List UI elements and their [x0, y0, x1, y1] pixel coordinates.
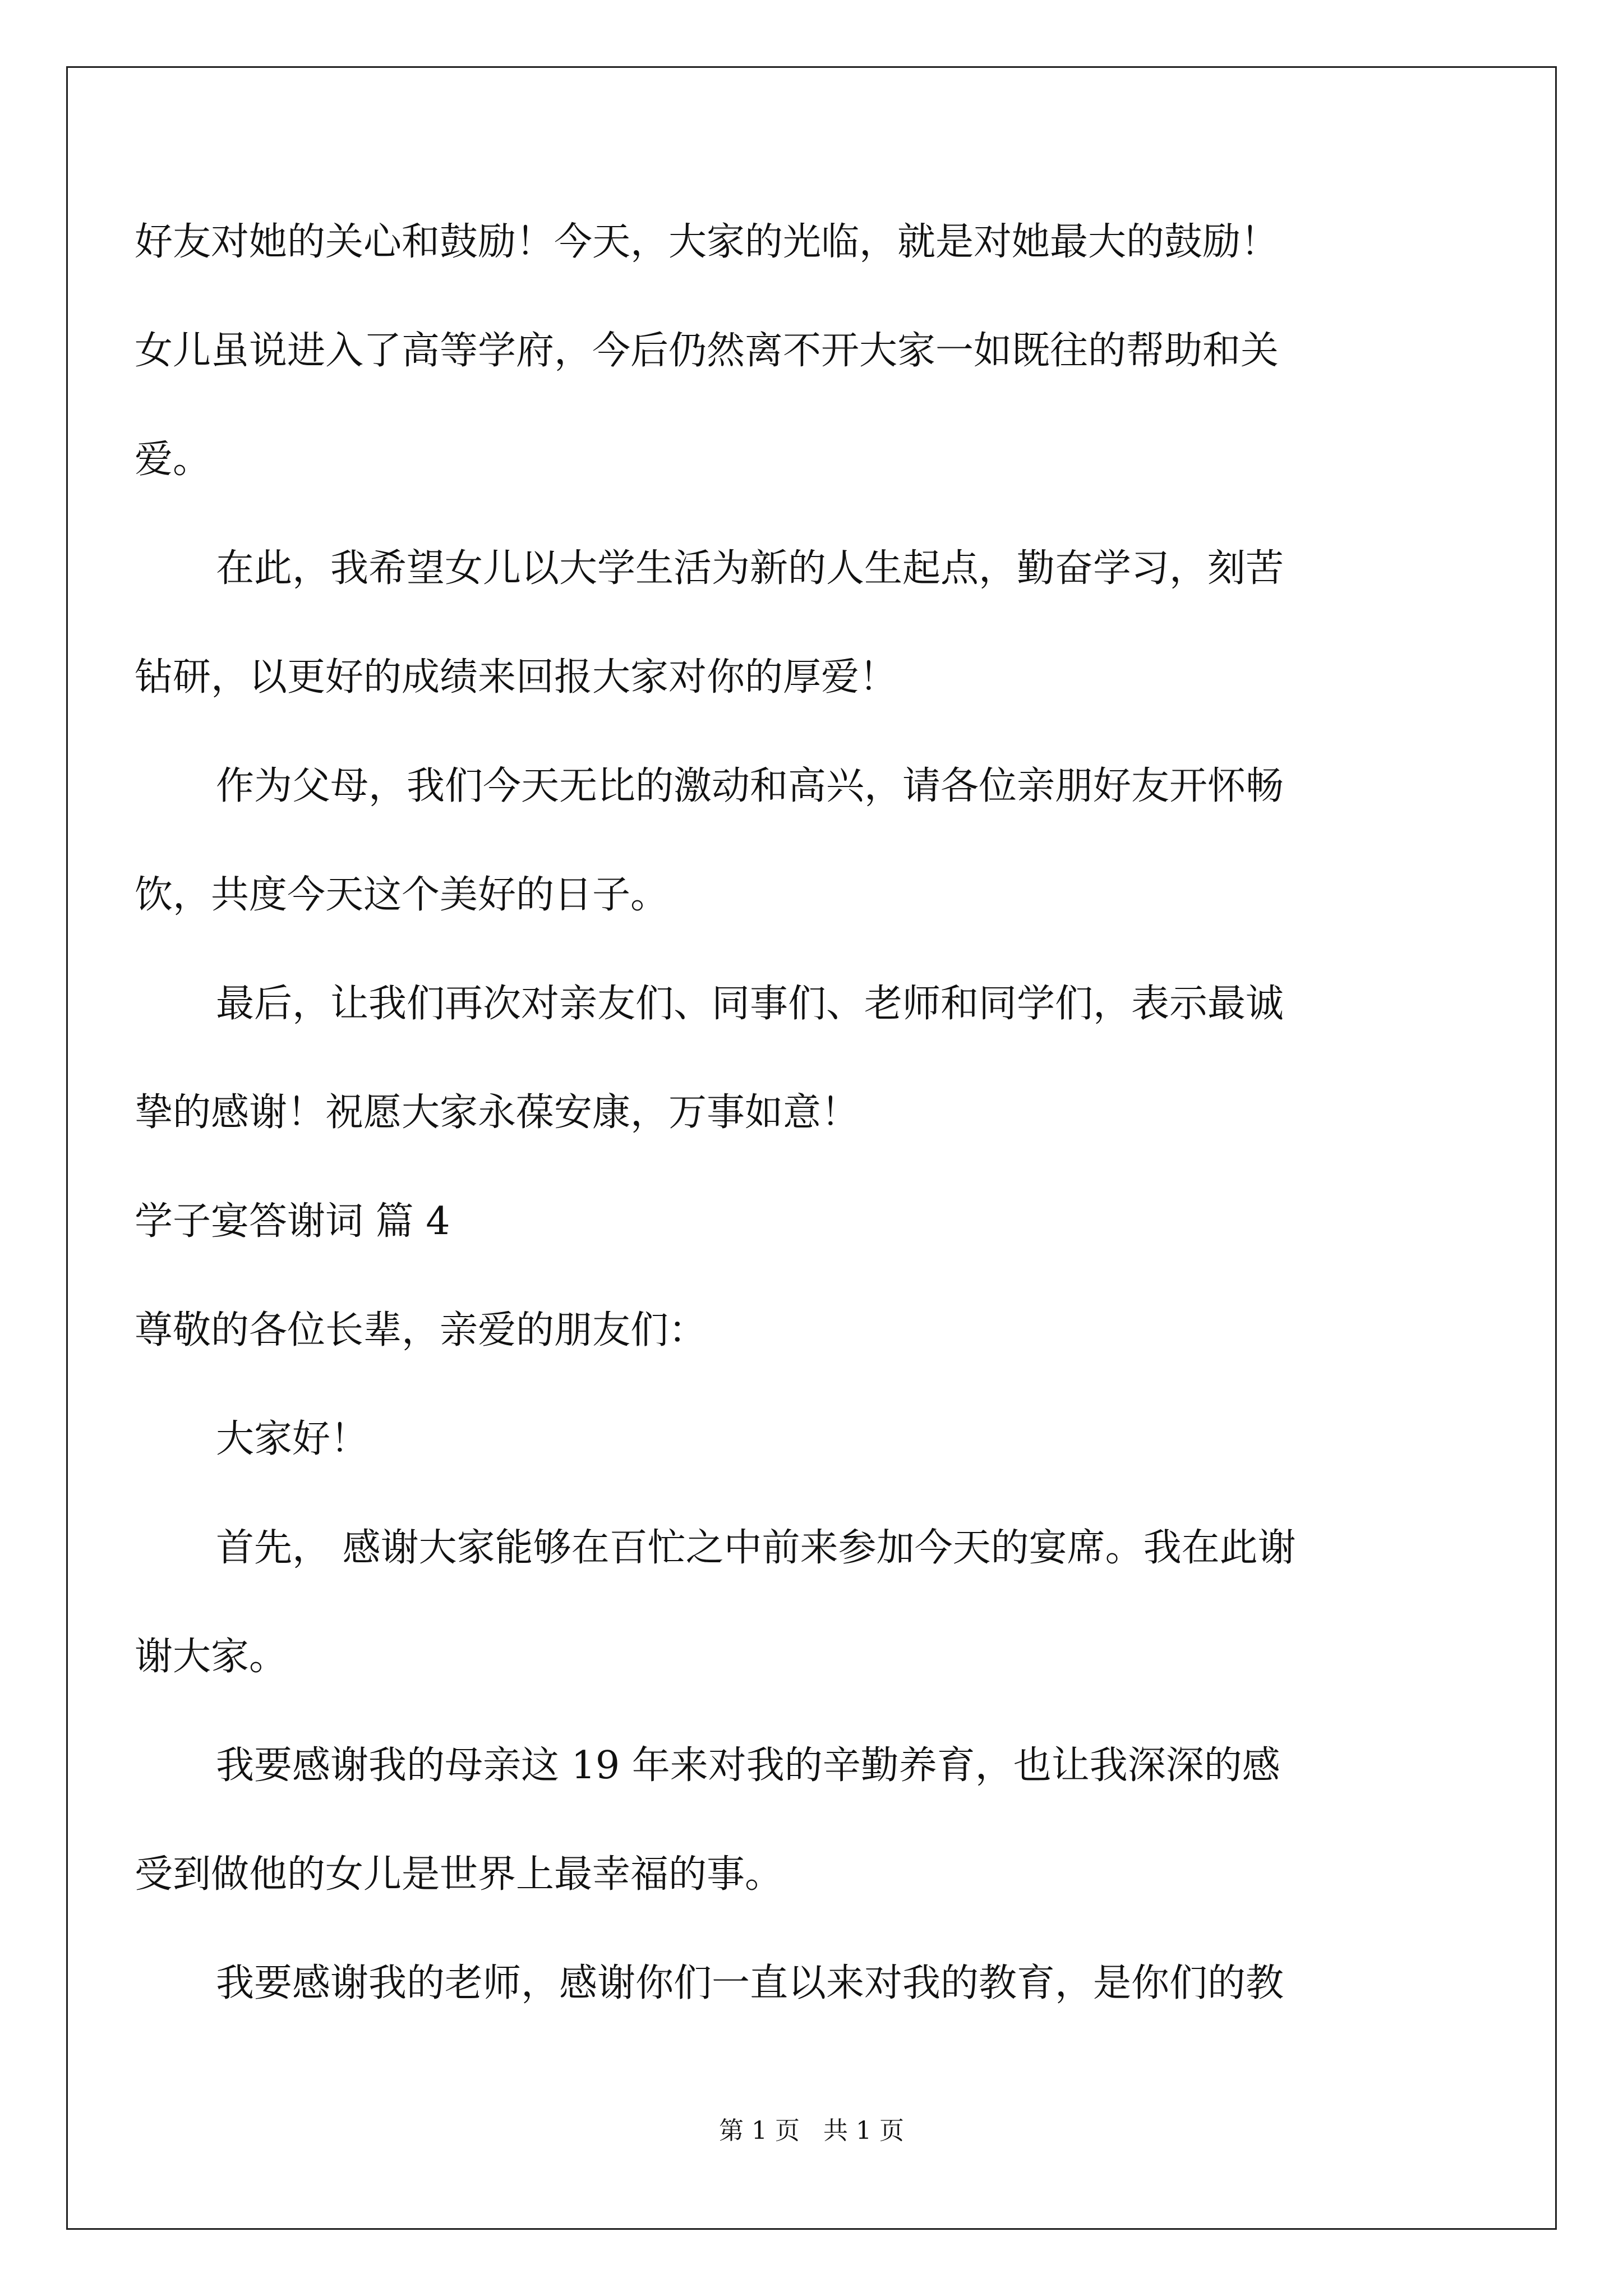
text-line: 作为父母，我们今天无比的激动和高兴，请各位亲朋好友开怀畅	[216, 764, 1284, 808]
text-line: 受到做他的女儿是世界上最幸福的事。	[135, 1852, 783, 1897]
text-line: 挚的感谢！祝愿大家永葆安康，万事如意！	[135, 1091, 860, 1135]
text-line: 最后，让我们再次对亲友们、同事们、老师和同学们，表示最诚	[216, 982, 1284, 1026]
text-line: 谢大家。	[135, 1635, 288, 1679]
text-line: 我要感谢我的老师，感谢你们一直以来对我的教育，是你们的教	[216, 1961, 1284, 2005]
text-line: 好友对她的关心和鼓励！今天，大家的光临，就是对她最大的鼓励！	[135, 220, 1279, 264]
text-line: 饮，共度今天这个美好的日子。	[135, 873, 669, 917]
text-line: 钻研，以更好的成绩来回报大家对你的厚爱！	[135, 655, 898, 700]
text-line: 在此，我希望女儿以大学生活为新的人生起点，勤奋学习，刻苦	[216, 546, 1284, 591]
text-line: 我要感谢我的母亲这 19 年来对我的辛勤养育，也让我深深的感	[216, 1743, 1280, 1788]
greeting: 大家好！	[216, 1417, 369, 1461]
text-line: 女儿虽说进入了高等学府，今后仍然离不开大家一如既往的帮助和关	[135, 329, 1279, 373]
text-line: 爱。	[135, 438, 211, 482]
text-line: 首先， 感谢大家能够在百忙之中前来参加今天的宴席。我在此谢	[216, 1526, 1296, 1570]
section-heading: 学子宴答谢词 篇 4	[135, 1199, 450, 1244]
document-body	[135, 188, 1446, 2038]
salutation: 尊敬的各位长辈，亲爱的朋友们：	[135, 1308, 707, 1352]
page-number-footer: 第 1 页 共 1 页	[719, 2116, 904, 2145]
